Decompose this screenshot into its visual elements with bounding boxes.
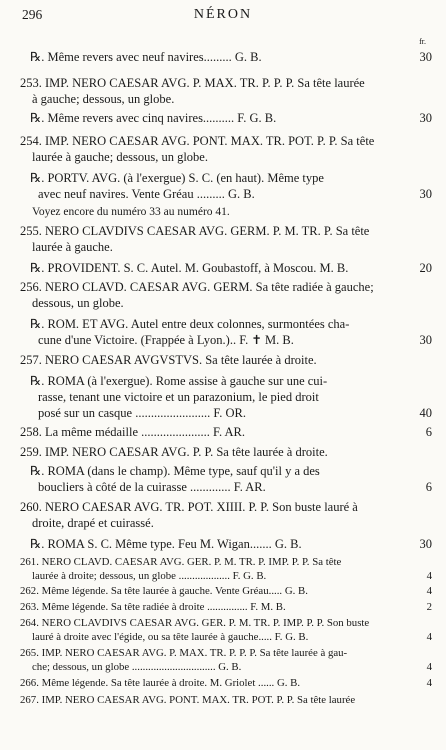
price-value: 40 xyxy=(419,406,432,420)
line-text: laurée à gauche. xyxy=(32,240,113,254)
catalogue-line xyxy=(20,601,432,616)
line-text: 255. NERO CLAVDIVS CAESAR AVG. GERM. P. M. TR. P. Sa tête xyxy=(20,224,370,238)
line-text: laurée à gauche; dessous, un globe. xyxy=(32,150,208,164)
line-text: ℞. PROVIDENT. S. C. Autel. M. Goubastoff, à Moscou. M. B. xyxy=(30,261,349,275)
line-text: 259. IMP. NERO CAESAR AVG. P. P. Sa tête laurée à droite. xyxy=(20,445,328,459)
line-text: 253. IMP. NERO CAESAR AVG. P. MAX. TR. P. P. P. Sa tête laurée xyxy=(20,76,365,90)
line-text: laurée à droite; dessous, un globe ................... F. G. B. xyxy=(32,570,267,582)
catalogue-line xyxy=(20,570,432,585)
line-text: 267. IMP. NERO CAESAR AVG. PONT. MAX. TR. POT. P. P. Sa tête laurée xyxy=(20,694,356,706)
price-value: 2 xyxy=(426,601,432,613)
catalogue-line xyxy=(20,280,432,297)
line-text: 262. Même légende. Sa tête laurée à gauche. Vente Gréau..... G. B. xyxy=(20,585,308,597)
line-text: dessous, un globe. xyxy=(32,296,124,310)
price-value: 30 xyxy=(419,111,432,125)
line-text: boucliers à côté de la cuirasse ............. F. AR. xyxy=(38,480,266,494)
catalogue-line xyxy=(20,134,432,151)
catalogue-line xyxy=(20,353,432,370)
catalogue-line xyxy=(20,631,432,646)
catalogue-line xyxy=(20,445,432,462)
catalogue-line xyxy=(20,516,432,533)
price-value: 6 xyxy=(425,480,432,494)
catalogue-line xyxy=(20,390,432,407)
price-value: 4 xyxy=(426,570,432,582)
catalogue-line xyxy=(20,261,432,278)
line-text: 257. NERO CAESAR AVGVSTVS. Sa tête laurée à droite. xyxy=(20,353,317,367)
price-value: 30 xyxy=(419,537,432,551)
catalogue-line xyxy=(20,617,432,632)
page-header xyxy=(0,7,446,27)
catalogue-line xyxy=(20,150,432,167)
catalogue-line xyxy=(20,406,432,423)
catalogue-line xyxy=(20,425,432,442)
running-title: NÉRON xyxy=(193,7,253,22)
line-text: 264. NERO CLAVDIVS CAESAR AVG. GER. P. M. TR. P. IMP. P. P. Son buste xyxy=(20,617,370,629)
line-text: ℞. ROM. ET AVG. Autel entre deux colonnes, surmontées cha- xyxy=(30,317,350,331)
catalogue-line xyxy=(20,171,432,188)
catalogue-line xyxy=(20,296,432,313)
catalogue-line xyxy=(20,464,432,481)
catalogue-line xyxy=(20,537,432,554)
price-value: 4 xyxy=(426,631,432,643)
price-value: 30 xyxy=(419,50,432,64)
catalogue-line xyxy=(20,187,432,204)
line-text: 265. IMP. NERO CAESAR AVG. P. MAX. TR. P. P. P. Sa tête laurée à gau- xyxy=(20,647,348,659)
catalogue-line xyxy=(20,677,432,692)
catalogue-line xyxy=(20,76,432,93)
line-text: droite, drapé et cuirassé. xyxy=(32,516,154,530)
catalogue-line xyxy=(20,333,432,350)
line-text: à gauche; dessous, un globe. xyxy=(32,92,175,106)
price-value: 30 xyxy=(419,187,432,201)
catalogue-line xyxy=(20,374,432,391)
catalogue-line xyxy=(20,50,432,67)
price-value: 6 xyxy=(425,425,432,439)
line-text: 260. NERO CAESAR AVG. TR. POT. XIIII. P. P. Son buste lauré à xyxy=(20,500,358,514)
line-text: ℞. ROMA S. C. Même type. Feu M. Wigan....... G. B. xyxy=(30,537,302,551)
catalogue-line xyxy=(20,240,432,257)
catalogue-line xyxy=(20,647,432,662)
line-text: che; dessous, un globe ............................... G. B. xyxy=(32,661,242,673)
price-value: 4 xyxy=(426,585,432,597)
line-text: lauré à droite avec l'égide, ou sa tête laurée à gauche..... F. G. B. xyxy=(32,631,309,643)
catalogue-line xyxy=(20,500,432,517)
catalogue-line xyxy=(20,92,432,109)
line-text: 261. NERO CLAVD. CAESAR AVG. GER. P. M. TR. P. IMP. P. P. Sa tête xyxy=(20,556,342,568)
price-value: 4 xyxy=(426,661,432,673)
line-text: 258. La même médaille ...................... F. AR. xyxy=(20,425,246,439)
price-value: 30 xyxy=(419,333,432,347)
line-text: ℞. ROMA (dans le champ). Même type, sauf qu'il y a des xyxy=(30,464,320,478)
line-text: ℞. Même revers avec neuf navires......... G. B. xyxy=(30,50,262,64)
catalogue-line xyxy=(20,694,432,709)
line-text: 254. IMP. NERO CAESAR AVG. PONT. MAX. TR. POT. P. P. Sa tête xyxy=(20,134,375,148)
catalogue-line xyxy=(20,317,432,334)
line-text: ℞. PORTV. AVG. (à l'exergue) S. C. (en haut). Même type xyxy=(30,171,324,185)
catalogue-line xyxy=(20,661,432,676)
line-text: rasse, tenant une victoire et un parazonium, le pied droit xyxy=(38,390,319,404)
catalogue-line xyxy=(20,111,432,128)
line-text: 263. Même légende. Sa tête radiée à droite ............... F. M. B. xyxy=(20,601,286,613)
line-text: 256. NERO CLAVD. CAESAR AVG. GERM. Sa tête radiée à gauche; xyxy=(20,280,374,294)
price-value: 4 xyxy=(426,677,432,689)
page-number: 296 xyxy=(22,7,43,22)
catalogue-line xyxy=(20,556,432,571)
value-column-label: fr. xyxy=(419,37,426,46)
line-text: Voyez encore du numéro 33 au numéro 41. xyxy=(32,206,230,218)
line-text: ℞. Même revers avec cinq navires.......... F. G. B. xyxy=(30,111,277,125)
line-text: ℞. ROMA (à l'exergue). Rome assise à gauche sur une cui- xyxy=(30,374,328,388)
catalogue-line xyxy=(20,205,432,221)
line-text: avec neuf navires. Vente Gréau ......... G. B. xyxy=(38,187,255,201)
catalogue-line xyxy=(20,480,432,497)
line-text: posé sur un casque ........................ F. OR. xyxy=(38,406,247,420)
catalogue-line xyxy=(20,585,432,600)
price-value: 20 xyxy=(419,261,432,275)
catalogue-line xyxy=(20,224,432,241)
line-text: 266. Même légende. Sa tête laurée à droite. M. Griolet ...... G. B. xyxy=(20,677,301,689)
line-text: cune d'une Victoire. (Frappée à Lyon.).. F. ✝ M. B. xyxy=(38,333,294,347)
